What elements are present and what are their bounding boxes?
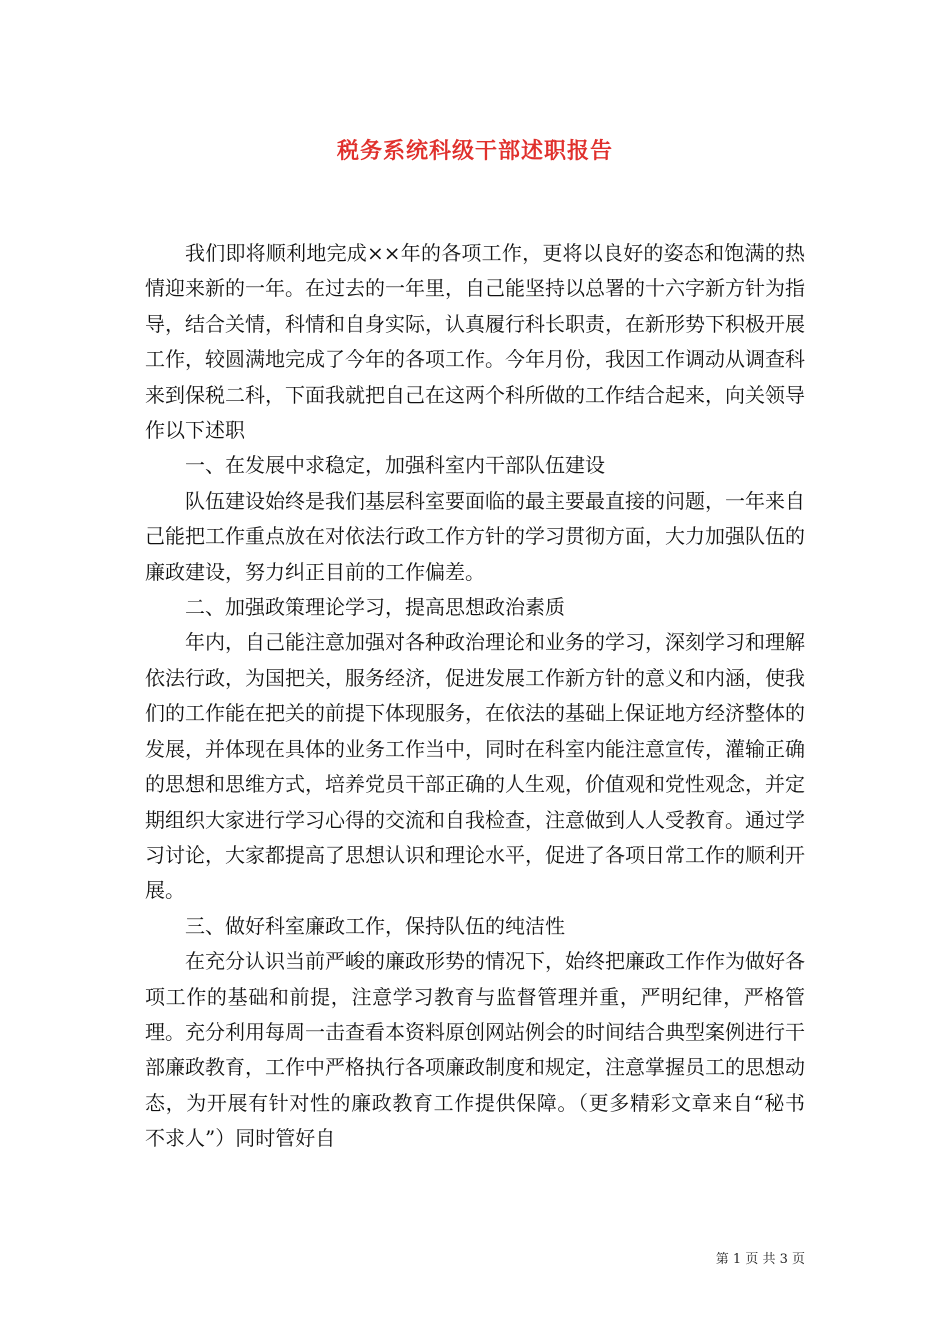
paragraph-section-1: 队伍建设始终是我们基层科室要面临的最主要最直接的问题，一年来自己能把工作重点放在对依法行政工作方针的学习贯彻方面，大力加强队伍的廉政建设，努力纠正目前的工作偏差。 <box>145 488 805 584</box>
section-heading-1: 一、在发展中求稳定，加强科室内干部队伍建设 <box>185 453 605 478</box>
document-title: 税务系统科级干部述职报告 <box>336 138 613 164</box>
paragraph-section-2: 年内，自己能注意加强对各种政治理论和业务的学习，深刻学习和理解依法行政，为国把关，服务经济，促进发展工作新方针的意义和内涵，使我们的工作能在把关的前提下体现服务，在依法的基础上保证地方经济整体的发展，并体现在具体的业务工作当中，同时在科室内能注意宣传，灌输正确的思想和思维方式，培养党员干部正确的人生观，价值观和党性观念，并定期组织大家进行学习心得的交流和自我检查，注意做到人人受教育。通过学习讨论，大家都提高了思想认识和理论水平，促进了各项日常工作的顺利开展。 <box>145 630 805 903</box>
page-number: 第 1 页 共 3 页 <box>715 1252 805 1267</box>
section-heading-3: 三、做好科室廉政工作，保持队伍的纯洁性 <box>185 913 565 938</box>
document-body <box>145 236 805 1157</box>
paragraph-intro: 我们即将顺利地完成××年的各项工作，更将以良好的姿态和饱满的热情迎来新的一年。在过去的一年里，自己能坚持以总署的十六字新方针为指导，结合关情，科情和自身实际，认真履行科长职责，在新形势下积极开展工作，较圆满地完成了今年的各项工作。今年月份，我因工作调动从调查科来到保税二科，下面我就把自己在这两个科所做的工作结合起来，向关领导作以下述职 <box>145 241 805 443</box>
paragraph-section-3: 在充分认识当前严峻的廉政形势的情况下，始终把廉政工作作为做好各项工作的基础和前提，注意学习教育与监督管理并重，严明纪律，严格管理。充分利用每周一击查看本资料原创网站例会的时间结合典型案例进行干部廉政教育，工作中严格执行各项廉政制度和规定，注意掌握员工的思想动态，为开展有针对性的廉政教育工作提供保障。（更多精彩文章来自“秘书不求人”）同时管好自 <box>145 949 805 1151</box>
section-heading-2: 二、加强政策理论学习，提高思想政治素质 <box>185 595 565 620</box>
